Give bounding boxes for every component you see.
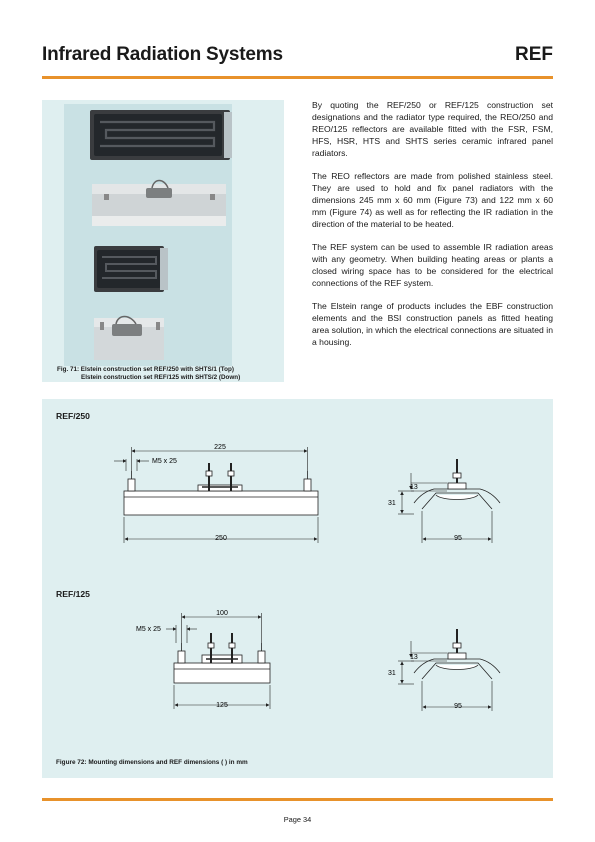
figure-caption: Figure 72: Mounting dimensions and REF dimensions ( ) in mm [56,759,248,766]
ref125-profile-dims [398,641,492,711]
ref125-profile-view [414,629,500,679]
ref250-width-dim: 95 [454,535,462,542]
page-title: Infrared Radiation Systems [42,44,283,65]
ref250-thread-dim: M5 x 25 [152,458,177,465]
photo-caption [57,366,297,382]
body-text [312,99,553,359]
ref250-front-view [124,463,318,515]
paragraph-2: The REO reflectors are made from polished stainless steel. They are used to hold and fix panel radiators with the dimensions 245 mm x 60 mm (Figure 73) and 122 mm x 60 mm (Figure 74) as well as for reflecting the IR radiation in the direction of the material to be heated. [312,171,553,230]
ref250-label: REF/250 [56,411,90,421]
ref250-offset-dim: 13 [410,484,418,491]
paragraph-4: The Elstein range of products includes the EBF construction elements and the BSI construction panels as fitted heating area solution, in which the electrical connections are situated in a housing. [312,301,553,348]
dimension-drawings [42,399,553,778]
ref125-radiator-photo [94,246,168,292]
ref125-front-view [174,633,270,683]
product-photos [64,104,232,366]
ref250-profile-view [414,459,500,509]
ref250-length-dim: 250 [215,535,227,542]
ref125-height-dim: 31 [388,670,396,677]
ref125-assembly-photo [94,317,164,361]
ref250-height-dim: 31 [388,500,396,507]
ref125-thread-dim: M5 x 25 [136,626,161,633]
ref250-radiator-photo [90,110,232,160]
page-number: Page 34 [283,815,312,824]
ref125-width-dim: 95 [454,703,462,710]
paragraph-1: By quoting the REF/250 or REF/125 construction set designations and the radiator type required, the REO/250 and REO/125 reflectors are available fitted with the FSR, FSM, HFS, HSR, HTS and SHTS series ceramic infrared panel radiators. [312,100,553,159]
ref250-assembly-photo [92,181,226,227]
ref125-offset-dim: 13 [410,654,418,661]
caption-line-2: Elstein construction set REF/125 with SHTS/2 (Down) [81,374,241,382]
caption-line-1: Fig. 71: Elstein construction set REF/250 with SHTS/1 (Top) [57,366,234,373]
paragraph-3: The REF system can be used to assemble IR radiation areas with any geometry. When building heating areas or plants a closed wiring space has to be considered for the electrical connections of the REF system. [312,242,553,289]
header-rule [42,76,553,79]
ref125-label: REF/125 [56,589,90,599]
product-code: REF [515,44,553,65]
ref250-spacing-dim: 225 [214,444,226,451]
ref125-length-dim: 125 [216,702,228,709]
ref125-spacing-dim: 100 [216,610,228,617]
footer-rule [42,798,553,801]
